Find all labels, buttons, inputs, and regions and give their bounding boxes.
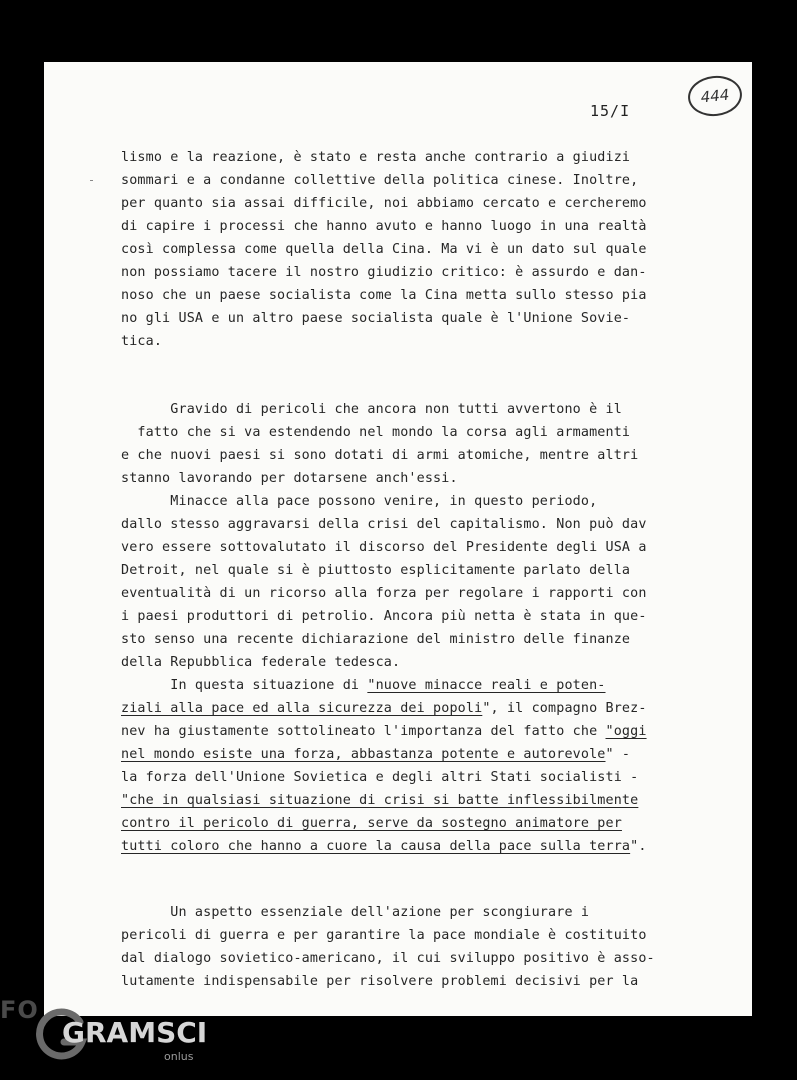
logo-prefix: FO xyxy=(0,996,39,1024)
text-line: di capire i processi che hanno avuto e hanno luogo in una realtà xyxy=(121,219,647,234)
watermark-logo xyxy=(0,990,220,1080)
quoted-text: "oggi xyxy=(605,724,647,739)
margin-mark xyxy=(90,180,93,181)
text-segment: ", il compagno Brez- xyxy=(482,701,647,716)
text-line: così complessa come quella della Cina. Ma vi è un dato sul quale xyxy=(121,242,647,257)
text-line: tica. xyxy=(121,334,163,349)
archive-stamp: 444 xyxy=(686,73,744,118)
text-line: non possiamo tacere il nostro giudizio critico: è assurdo e dan- xyxy=(121,265,647,280)
quoted-text: "nuove minacce reali e poten- xyxy=(367,678,606,693)
text-segment: In questa situazione di xyxy=(121,678,368,693)
document-page xyxy=(44,62,752,1016)
text-segment: " - xyxy=(605,747,631,762)
text-line: sommari e a condanne collettive della politica cinese. Inoltre, xyxy=(121,173,639,188)
quoted-text-line: contro il pericolo di guerra, serve da sostegno animatore per xyxy=(121,816,622,831)
logo-name: GRAMSCI xyxy=(62,1016,208,1049)
text-line xyxy=(121,839,647,855)
text-line: la forza dell'Unione Sovietica e degli altri Stati socialisti - xyxy=(121,770,639,785)
text-line xyxy=(121,724,647,740)
text-line: lutamente indispensabile per risolvere problemi decisivi per la xyxy=(121,974,639,989)
quoted-text: tutti coloro che hanno a cuore la causa della pace sulla terra xyxy=(121,839,631,854)
text-line: Detroit, nel quale si è piuttosto esplicitamente parlato della xyxy=(121,563,631,578)
text-line: pericoli di guerra e per garantire la pace mondiale è costituito xyxy=(121,928,647,943)
page-number: 15/I xyxy=(590,102,631,120)
text-line: Minacce alla pace possono venire, in questo periodo, xyxy=(121,494,598,509)
text-line: stanno lavorando per dotarsene anch'essi. xyxy=(121,471,458,486)
text-line: vero essere sottovalutato il discorso del Presidente degli USA a xyxy=(121,540,647,555)
text-line: noso che un paese socialista come la Cina metta sullo stesso pia xyxy=(121,288,647,303)
text-segment: ". xyxy=(630,839,647,854)
text-line xyxy=(121,678,606,694)
text-line: per quanto sia assai difficile, noi abbiamo cercato e cercheremo xyxy=(121,196,647,211)
text-line: fatto che si va estendendo nel mondo la corsa agli armamenti xyxy=(121,425,631,440)
text-line: Gravido di pericoli che ancora non tutti avvertono è il xyxy=(121,402,622,417)
text-line: Un aspetto essenziale dell'azione per scongiurare i xyxy=(121,905,590,920)
text-segment: nev ha giustamente sottolineato l'importanza del fatto che xyxy=(121,724,606,739)
text-line: lismo e la reazione, è stato e resta anche contrario a giudizi xyxy=(121,150,631,165)
logo-suffix: onlus xyxy=(164,1050,194,1063)
text-line: della Repubblica federale tedesca. xyxy=(121,655,401,670)
text-line: dal dialogo sovietico-americano, il cui sviluppo positivo è asso- xyxy=(121,951,655,966)
text-line: e che nuovi paesi si sono dotati di armi atomiche, mentre altri xyxy=(121,448,639,463)
text-line: i paesi produttori di petrolio. Ancora più netta è stata in que- xyxy=(121,609,647,624)
quoted-text: ziali alla pace ed alla sicurezza dei popoli xyxy=(121,701,483,716)
text-line: no gli USA e un altro paese socialista quale è l'Unione Sovie- xyxy=(121,311,631,326)
text-line: eventualità di un ricorso alla forza per regolare i rapporti con xyxy=(121,586,647,601)
quoted-text: nel mondo esiste una forza, abbastanza potente e autorevole xyxy=(121,747,606,762)
text-line xyxy=(121,747,630,763)
quoted-text-line: "che in qualsiasi situazione di crisi si batte inflessibilmente xyxy=(121,793,639,808)
text-line: dallo stesso aggravarsi della crisi del capitalismo. Non può dav xyxy=(121,517,647,532)
text-line: sto senso una recente dichiarazione del ministro delle finanze xyxy=(121,632,631,647)
text-line xyxy=(121,701,647,717)
